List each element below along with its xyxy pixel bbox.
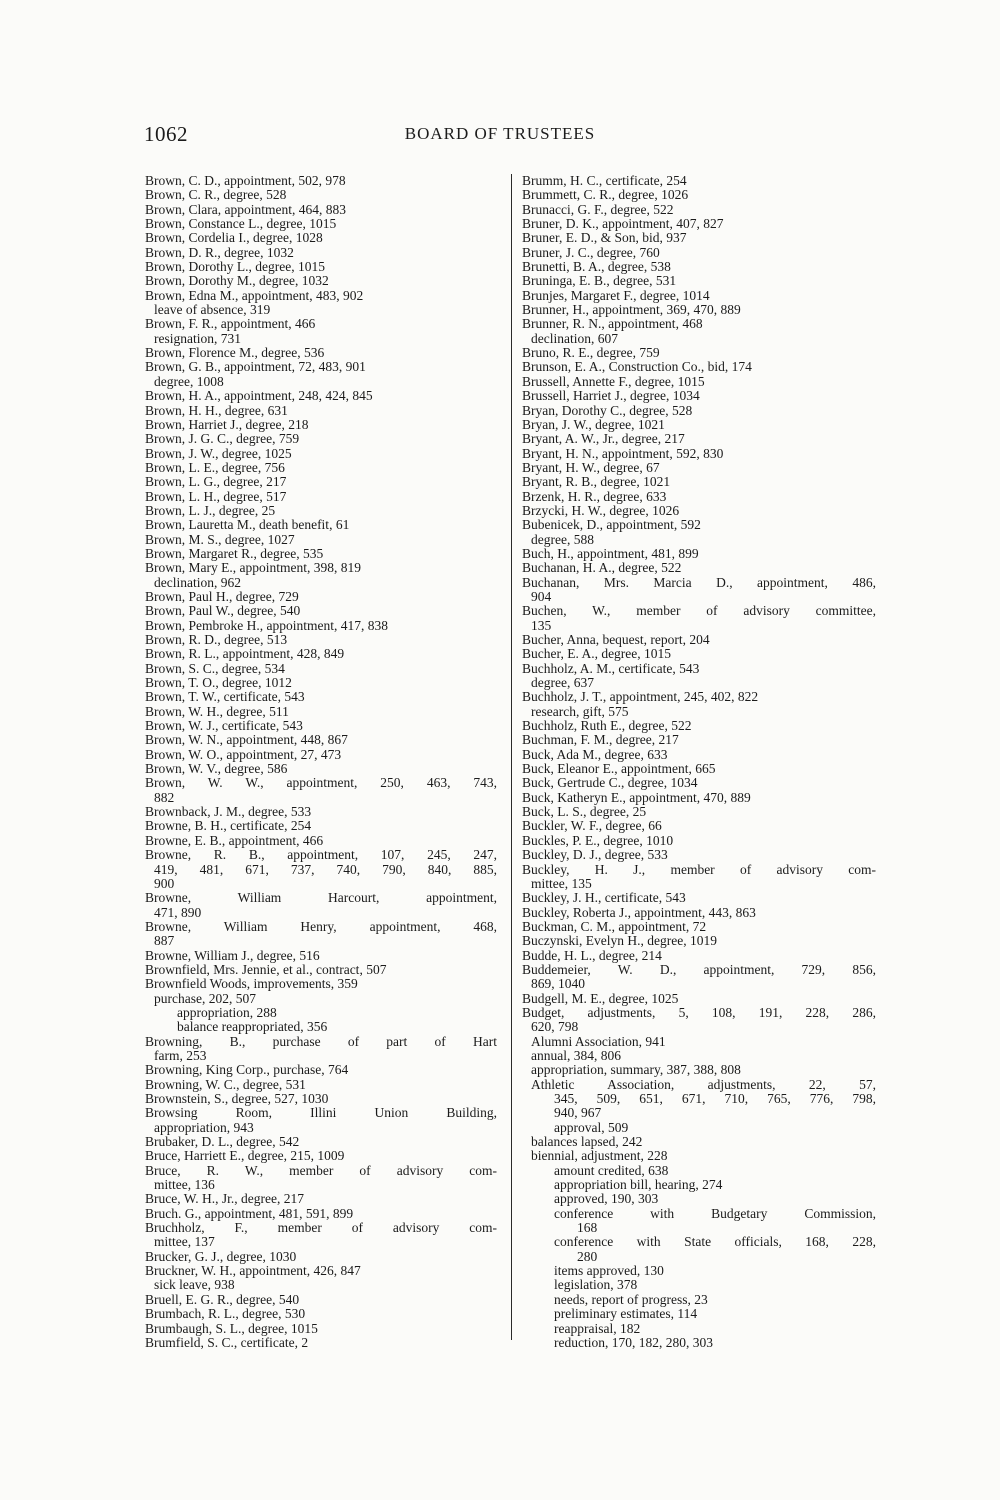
index-subentry: leave of absence, 319 <box>154 302 271 318</box>
index-entry: Bruchholz, F., member of advisory com- <box>145 1220 497 1236</box>
index-subentry: resignation, 731 <box>154 330 241 346</box>
index-entry: Brown, W. N., appointment, 448, 867 <box>145 732 348 748</box>
index-entry: Bucher, Anna, bequest, report, 204 <box>522 632 710 647</box>
index-entry: Brown, Cordelia I., degree, 1028 <box>145 230 323 246</box>
index-subentry: amount credited, 638 <box>554 1162 669 1178</box>
index-entry: Budgell, M. E., degree, 1025 <box>522 990 679 1006</box>
index-entry: Brown, L. G., degree, 217 <box>145 474 287 490</box>
running-head: BOARD OF TRUSTEES <box>404 124 596 143</box>
index-entry: Brown, W. H., degree, 511 <box>145 703 289 719</box>
index-entry: Buckley, J. H., certificate, 543 <box>522 890 686 906</box>
index-entry: Brown, J. G. C., degree, 759 <box>145 431 300 447</box>
index-entry: Brown, D. R., degree, 1032 <box>145 244 294 260</box>
index-entry: Bryant, H. W., degree, 67 <box>522 459 660 475</box>
index-subentry: annual, 384, 806 <box>531 1047 621 1063</box>
index-entry: Buck, Eleanor E., appointment, 665 <box>522 761 716 777</box>
index-entry: Brzycki, H. W., degree, 1026 <box>522 502 680 518</box>
index-subentry: appropriation, summary, 387, 388, 808 <box>531 1062 741 1078</box>
index-entry: Browne, R. B., appointment, 107, 245, 247, <box>145 847 497 863</box>
index-subentry: mittee, 137 <box>154 1234 215 1250</box>
index-entry: Bruner, E. D., & Son, bid, 937 <box>522 230 687 246</box>
index-entry: Brumbach, R. L., degree, 530 <box>145 1306 306 1322</box>
index-subentry: declination, 962 <box>154 574 241 590</box>
index-entry: Brunjes, Margaret F., degree, 1014 <box>522 287 710 303</box>
index-entry: Buck, Ada M., degree, 633 <box>522 746 668 762</box>
index-subentry: legislation, 378 <box>554 1277 638 1293</box>
index-entry: Buchanan, H. A., degree, 522 <box>522 560 682 576</box>
index-entry: Brown, Edna M., appointment, 483, 902 <box>145 287 364 303</box>
index-entry: Brown, Clara, appointment, 464, 883 <box>145 201 346 217</box>
index-entry: Buchanan, Mrs. Marcia D., appointment, 486, <box>522 574 876 590</box>
index-entry: Budde, H. L., degree, 214 <box>522 947 662 963</box>
index-entry: Buckley, D. J., degree, 533 <box>522 847 668 863</box>
index-entry: Brumbaugh, S. L., degree, 1015 <box>145 1320 318 1336</box>
index-entry: Browning, King Corp., purchase, 764 <box>145 1062 349 1078</box>
index-entry: Brown, T. W., certificate, 543 <box>145 689 305 705</box>
index-subentry: appropriation, 288 <box>177 1004 277 1020</box>
index-entry: Brown, R. L., appointment, 428, 849 <box>145 646 345 662</box>
index-entry: Bubenicek, D., appointment, 592 <box>522 517 701 533</box>
index-subentry: needs, report of progress, 23 <box>554 1291 708 1307</box>
index-subentry: purchase, 202, 507 <box>154 990 256 1006</box>
index-entry: Bucher, E. A., degree, 1015 <box>522 646 672 662</box>
column-divider <box>511 174 512 1340</box>
index-entry: Brown, L. J., degree, 25 <box>145 502 276 518</box>
index-entry: Brown, H. A., appointment, 248, 424, 845 <box>145 388 373 404</box>
index-subentry: research, gift, 575 <box>531 703 629 719</box>
index-entry: Brownback, J. M., degree, 533 <box>145 804 312 820</box>
index-entry: Brown, R. D., degree, 513 <box>145 632 288 647</box>
index-entry: Buczynski, Evelyn H., degree, 1019 <box>522 933 717 949</box>
index-entry: Brucker, G. J., degree, 1030 <box>145 1248 297 1264</box>
index-entry: Browne, William J., degree, 516 <box>145 947 320 963</box>
index-entry: Buckman, C. M., appointment, 72 <box>522 918 707 934</box>
index-subentry: 869, 1040 <box>531 976 585 992</box>
index-entry: Browne, William Harcourt, appointment, <box>145 890 497 906</box>
index-subentry: Alumni Association, 941 <box>531 1033 666 1049</box>
index-entry: Buch, H., appointment, 481, 899 <box>522 545 699 561</box>
index-entry: Brown, Paul W., degree, 540 <box>145 603 301 619</box>
index-entry: Buchholz, Ruth E., degree, 522 <box>522 718 692 734</box>
index-entry: Brunson, E. A., Construction Co., bid, 174 <box>522 359 752 375</box>
index-subentry: 345, 509, 651, 671, 710, 765, 776, 798, <box>554 1091 876 1106</box>
index-entry: Brown, Harriet J., degree, 218 <box>145 416 309 432</box>
index-entry: Buck, L. S., degree, 25 <box>522 804 647 820</box>
index-entry: Buckley, Roberta J., appointment, 443, 863 <box>522 904 756 920</box>
index-entry: Brown, W. V., degree, 586 <box>145 761 288 777</box>
index-entry: Buckley, H. J., member of advisory com- <box>522 861 876 877</box>
index-entry: Buckler, W. F., degree, 66 <box>522 818 662 834</box>
index-entry: Brunacci, G. F., degree, 522 <box>522 201 674 217</box>
index-subentry: declination, 607 <box>531 330 618 346</box>
index-entry: Bruckner, W. H., appointment, 426, 847 <box>145 1263 361 1279</box>
index-entry: Bruner, D. K., appointment, 407, 827 <box>522 216 724 232</box>
index-entry: Bruce, R. W., member of advisory com- <box>145 1162 497 1178</box>
index-subentry: 471, 890 <box>154 904 202 920</box>
index-subentry: balance reappropriated, 356 <box>177 1019 328 1035</box>
index-subentry: balances lapsed, 242 <box>531 1134 643 1150</box>
index-entry: Budget, adjustments, 5, 108, 191, 228, 286, <box>522 1004 876 1020</box>
index-entry: Bryant, R. B., degree, 1021 <box>522 474 671 490</box>
index-entry: Bryan, J. W., degree, 1021 <box>522 416 665 432</box>
index-entry: Brown, W. J., certificate, 543 <box>145 718 303 734</box>
index-entry: Brown, C. D., appointment, 502, 978 <box>145 173 346 188</box>
index-subentry: approval, 509 <box>554 1119 629 1135</box>
index-subentry: Athletic Association, adjustments, 22, 57, <box>531 1076 876 1092</box>
index-subentry: reduction, 170, 182, 280, 303 <box>554 1334 713 1350</box>
index-entry: Bruce, Harriett E., degree, 215, 1009 <box>145 1148 345 1164</box>
index-entry: Brzenk, H. R., degree, 633 <box>522 488 667 504</box>
index-subentry: 882 <box>154 789 175 805</box>
index-entry: Brown, L. H., degree, 517 <box>145 488 287 504</box>
index-entry: Brown, T. O., degree, 1012 <box>145 675 292 691</box>
index-subentry: 887 <box>154 933 175 949</box>
index-entry: Brunner, H., appointment, 369, 470, 889 <box>522 302 741 318</box>
index-subentry: 940, 967 <box>554 1105 602 1121</box>
index-entry: Brownstein, S., degree, 527, 1030 <box>145 1091 329 1106</box>
index-entry: Buchman, F. M., degree, 217 <box>522 732 679 748</box>
index-entry: Buck, Gertrude C., degree, 1034 <box>522 775 698 791</box>
index-entry: Browning, W. C., degree, 531 <box>145 1076 306 1092</box>
index-entry: Brummett, C. R., degree, 1026 <box>522 187 689 203</box>
index-entry: Brown, Lauretta M., death benefit, 61 <box>145 517 350 533</box>
index-column-left <box>145 174 497 1350</box>
index-subentry: degree, 588 <box>531 531 594 547</box>
index-entry: Brown, Florence M., degree, 536 <box>145 345 325 361</box>
index-entry: Brown, Mary E., appointment, 398, 819 <box>145 560 361 576</box>
index-subentry: 135 <box>531 617 552 633</box>
index-subentry: mittee, 136 <box>154 1177 215 1193</box>
index-entry: Bruce, W. H., Jr., degree, 217 <box>145 1191 304 1207</box>
index-subentry: approved, 190, 303 <box>554 1191 659 1207</box>
index-entry: Brussell, Harriet J., degree, 1034 <box>522 388 700 404</box>
index-entry: Brown, M. S., degree, 1027 <box>145 531 295 547</box>
index-entry: Buchholz, A. M., certificate, 543 <box>522 660 700 676</box>
index-entry: Buckles, P. E., degree, 1010 <box>522 832 674 848</box>
index-entry: Browne, William Henry, appointment, 468, <box>145 918 497 934</box>
index-entry: Bryant, A. W., Jr., degree, 217 <box>522 431 685 447</box>
index-subentry: items approved, 130 <box>554 1263 664 1279</box>
index-entry: Brumm, H. C., certificate, 254 <box>522 173 687 188</box>
index-entry: Bruno, R. E., degree, 759 <box>522 345 660 361</box>
index-entry: Brown, W. W., appointment, 250, 463, 743, <box>145 775 497 791</box>
index-entry: Buck, Katheryn E., appointment, 470, 889 <box>522 789 751 805</box>
index-entry: Brumfield, S. C., certificate, 2 <box>145 1334 309 1350</box>
index-entry: Browsing Room, Illini Union Building, <box>145 1105 497 1121</box>
index-entry: Browne, E. B., appointment, 466 <box>145 832 324 848</box>
index-entry: Bruell, E. G. R., degree, 540 <box>145 1291 300 1307</box>
index-subentry: 168 <box>577 1220 598 1236</box>
index-subentry: 900 <box>154 875 175 891</box>
index-entry: Brown, G. B., appointment, 72, 483, 901 <box>145 359 366 375</box>
index-entry: Bruch. G., appointment, 481, 591, 899 <box>145 1205 354 1221</box>
index-entry: Bryan, Dorothy C., degree, 528 <box>522 402 693 418</box>
index-entry: Brown, S. C., degree, 534 <box>145 660 285 676</box>
index-entry: Buddemeier, W. D., appointment, 729, 856, <box>522 961 876 977</box>
index-subentry: degree, 637 <box>531 675 594 691</box>
index-entry: Browne, B. H., certificate, 254 <box>145 818 312 834</box>
index-entry: Brown, W. O., appointment, 27, 473 <box>145 746 342 762</box>
index-subentry: biennial, adjustment, 228 <box>531 1148 668 1164</box>
index-entry: Brubaker, D. L., degree, 542 <box>145 1134 300 1150</box>
index-entry: Brown, H. H., degree, 631 <box>145 402 288 418</box>
index-entry: Brownfield Woods, improvements, 359 <box>145 976 358 992</box>
index-subentry: appropriation bill, hearing, 274 <box>554 1177 723 1193</box>
index-entry: Brunetti, B. A., degree, 538 <box>522 259 671 275</box>
index-entry: Bruninga, E. B., degree, 531 <box>522 273 677 289</box>
index-entry: Brussell, Annette F., degree, 1015 <box>522 373 705 389</box>
index-entry: Brown, Dorothy L., degree, 1015 <box>145 259 325 275</box>
index-entry: Brown, Margaret R., degree, 535 <box>145 545 324 561</box>
index-entry: Brown, F. R., appointment, 466 <box>145 316 316 332</box>
index-subentry: 419, 481, 671, 737, 740, 790, 840, 885, <box>154 861 497 877</box>
index-entry: Bruner, J. C., degree, 760 <box>522 244 660 260</box>
index-entry: Bryant, H. N., appointment, 592, 830 <box>522 445 724 461</box>
index-entry: Buchen, W., member of advisory committee, <box>522 603 876 619</box>
index-entry: Brown, Paul H., degree, 729 <box>145 588 299 604</box>
index-entry: Brownfield, Mrs. Jennie, et al., contract, 507 <box>145 961 387 977</box>
index-subentry: conference with State officials, 168, 228, <box>554 1234 876 1250</box>
index-entry: Brown, Constance L., degree, 1015 <box>145 216 337 232</box>
index-entry: Buchholz, J. T., appointment, 245, 402, 822 <box>522 689 759 705</box>
index-subentry: conference with Budgetary Commission, <box>554 1205 876 1221</box>
index-entry: Browning, B., purchase of part of Hart <box>145 1033 497 1049</box>
index-subentry: mittee, 135 <box>531 875 592 891</box>
index-subentry: sick leave, 938 <box>154 1277 235 1293</box>
index-subentry: 904 <box>531 588 552 604</box>
page-header <box>144 122 856 150</box>
index-entry: Brown, Dorothy M., degree, 1032 <box>145 273 329 289</box>
index-subentry: 280 <box>577 1248 598 1264</box>
index-subentry: farm, 253 <box>154 1047 207 1063</box>
index-entry: Brown, Pembroke H., appointment, 417, 838 <box>145 617 388 633</box>
index-subentry: 620, 798 <box>531 1019 579 1035</box>
index-subentry: degree, 1008 <box>154 373 224 389</box>
index-entry: Brown, C. R., degree, 528 <box>145 187 287 203</box>
index-column-right <box>522 174 876 1350</box>
index-subentry: reappraisal, 182 <box>554 1320 641 1336</box>
index-subentry: appropriation, 943 <box>154 1119 254 1135</box>
page-number: 1062 <box>144 122 188 146</box>
index-entry: Brunner, R. N., appointment, 468 <box>522 316 703 332</box>
index-entry: Brown, J. W., degree, 1025 <box>145 445 292 461</box>
index-subentry: preliminary estimates, 114 <box>554 1306 698 1322</box>
index-entry: Brown, L. E., degree, 756 <box>145 459 285 475</box>
